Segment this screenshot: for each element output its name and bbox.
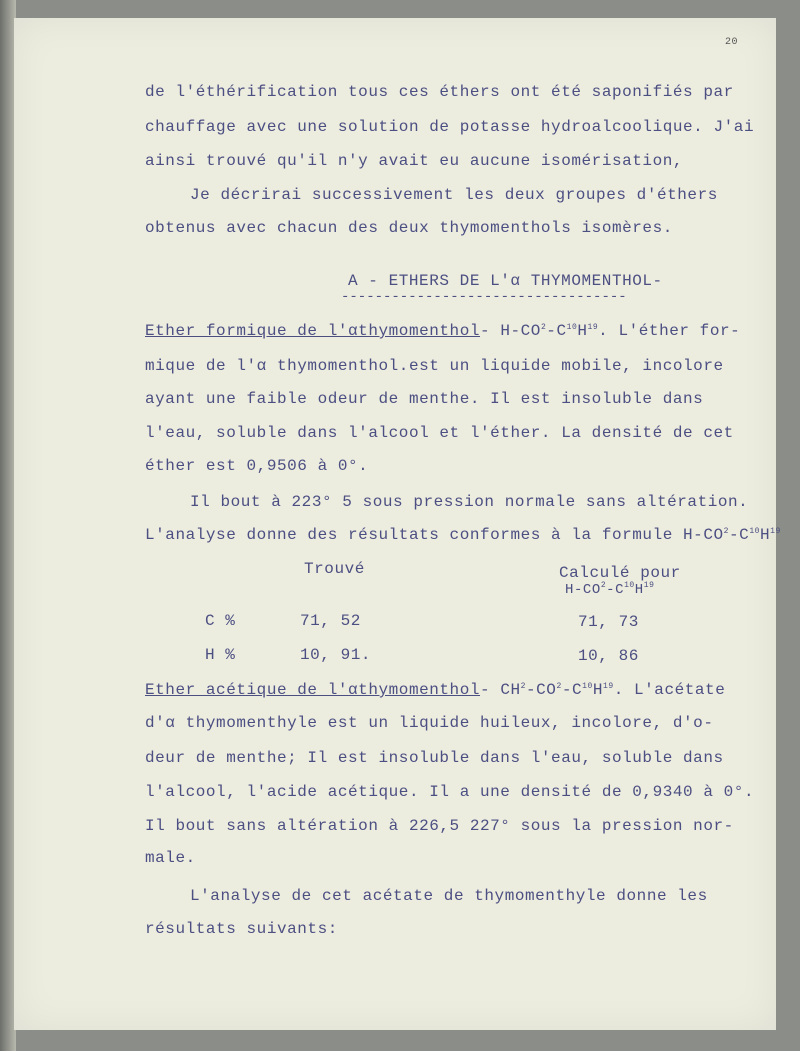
formula-sup: 10: [582, 682, 593, 691]
text-line: ayant une faible odeur de menthe. Il est insoluble dans: [145, 390, 704, 408]
acetate-heading-line: [145, 681, 725, 699]
formula-sup: 2: [520, 682, 526, 691]
table-row-calc: 71, 73: [578, 613, 639, 631]
text-line: male.: [145, 849, 196, 867]
formula-sup: 19: [643, 581, 655, 590]
formula-part: H: [592, 681, 603, 699]
text-line: l'eau, soluble dans l'alcool et l'éther. La densité de cet: [145, 424, 734, 442]
text-line: obtenus avec chacun des deux thymomenthols isomères.: [145, 219, 673, 237]
formula-part: -CO: [525, 681, 557, 699]
formula-part: -C: [606, 582, 625, 598]
table-row-found: 71, 52: [300, 612, 361, 630]
text-line: chauffage avec une solution de potasse hydroalcoolique. J'ai: [145, 118, 755, 136]
table-row-element: H %: [205, 646, 236, 664]
text-line: mique de l'α thymomenthol.est un liquide mobile, incolore: [145, 357, 724, 375]
text-line: de l'éthérification tous ces éthers ont été saponifiés par: [145, 83, 734, 101]
text-line: d'α thymomenthyle est un liquide huileux, incolore, d'o-: [145, 714, 714, 732]
formula-sup: 19: [587, 323, 599, 332]
document-page: [14, 18, 781, 1030]
formula-sup: 10: [566, 323, 578, 332]
text-line: L'analyse de cet acétate de thymomenthyle donne les: [190, 887, 708, 905]
text-part: . L'éther for-: [598, 322, 741, 340]
text-line: résultats suivants:: [145, 920, 338, 938]
acetate-heading: Ether acétique de l'αthymomenthol: [145, 681, 481, 699]
table-row-found: 10, 91.: [300, 646, 372, 664]
col-header-calc-formula: [565, 581, 654, 599]
formula-sup: 2: [556, 682, 562, 691]
formula-sup: 2: [600, 581, 607, 590]
formula-sup: 10: [749, 527, 761, 536]
formate-heading-line: [145, 322, 740, 340]
formula-part: H: [634, 582, 644, 598]
text-line: deur de menthe; Il est insoluble dans l'eau, soluble dans: [145, 749, 724, 767]
formula-part: - H-CO: [480, 322, 541, 340]
text-line: l'alcool, l'acide acétique. Il a une densité de 0,9340 à 0°.: [145, 783, 755, 801]
formula-sup: 2: [723, 527, 729, 536]
formula-sup: 19: [602, 682, 614, 691]
text-line: Il bout à 223° 5 sous pression normale sans altération.: [190, 493, 749, 511]
section-title: A - ETHERS DE L'α THYMOMENTHOL-: [348, 272, 663, 290]
table-row-calc: 10, 86: [578, 647, 639, 665]
text-line: Je décrirai successivement les deux groupes d'éthers: [190, 186, 718, 204]
formula-part: - CH: [480, 681, 521, 699]
text-line: ainsi trouvé qu'il n'y avait eu aucune isomérisation,: [145, 152, 684, 170]
text-line: éther est 0,9506 à 0°.: [145, 457, 369, 475]
formula-sup: 19: [770, 527, 781, 536]
section-underline: ----------------------------------: [341, 289, 627, 305]
text-line: [145, 526, 781, 544]
formula-part: -C: [561, 681, 583, 699]
col-header-found: Trouvé: [304, 560, 365, 578]
text-part: . L'acétate: [613, 681, 726, 699]
text-line: Il bout sans altération à 226,5 227° sous la pression nor-: [145, 817, 734, 835]
formula-sup: 10: [624, 581, 635, 590]
formula-part: -C: [546, 322, 567, 340]
col-header-calc: Calculé pour: [559, 564, 681, 582]
page-number: 20: [725, 37, 739, 48]
text-part: L'analyse donne des résultats conformes à la formule H-CO: [145, 526, 724, 544]
formula-part: H-CO: [565, 582, 601, 598]
formula-part: H: [760, 526, 771, 544]
formula-sup: 2: [540, 323, 547, 332]
table-row-element: C %: [205, 612, 236, 630]
formula-part: H: [577, 322, 588, 340]
formula-part: -C: [729, 526, 750, 544]
formate-heading: Ether formique de l'αthymomenthol: [145, 322, 481, 340]
